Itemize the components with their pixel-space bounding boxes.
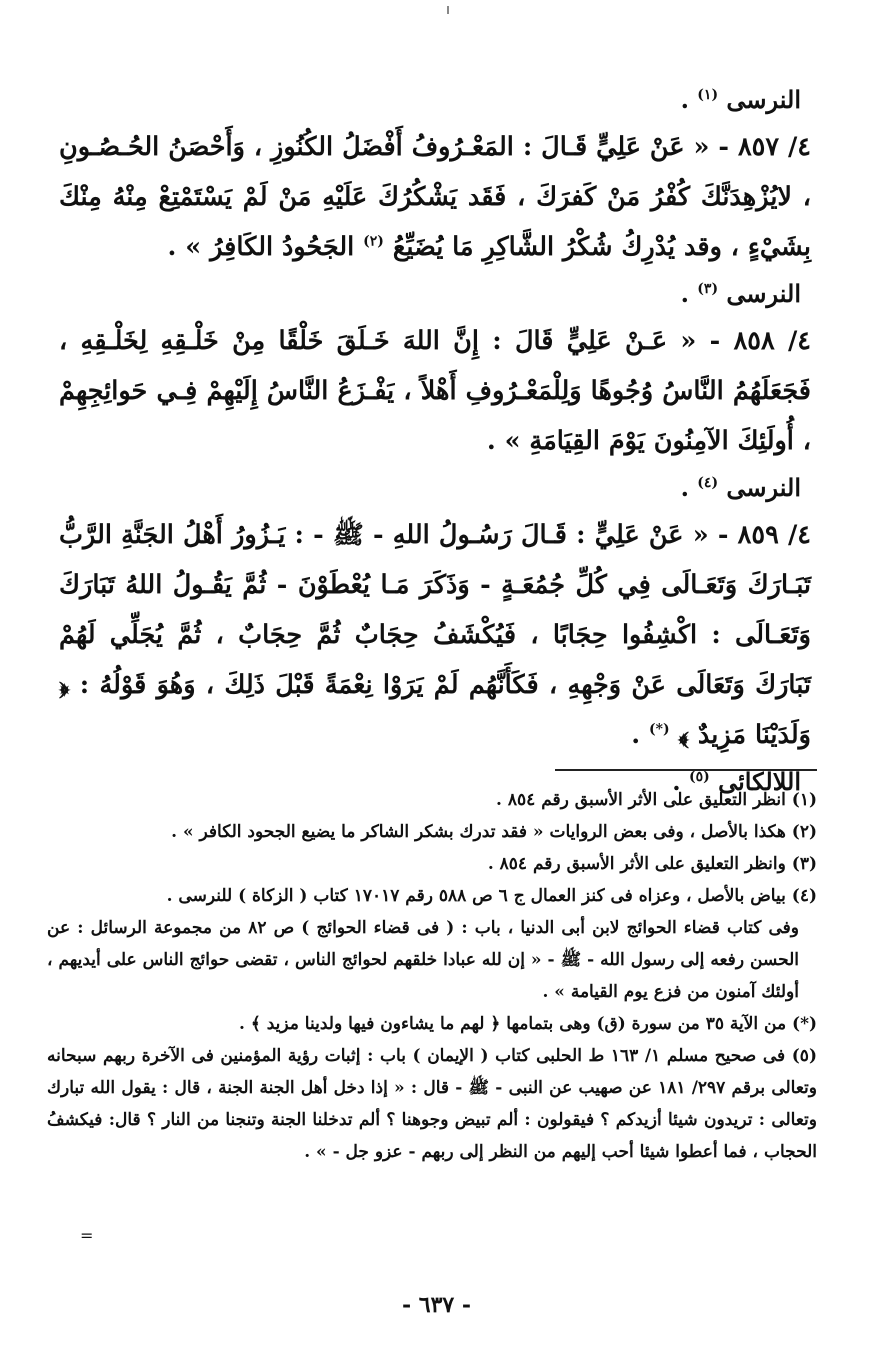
footnote-4-continuation: وفى كتاب قضاء الحوائج لابن أبى الدنيا ، باب : ( فى قضاء الحوائج ) ص ٨٢ من مجموعة الرسائل : عن الحسن رفعه إلى رسول الله - ﷺ - « إن لله عبادا خلقهم لحوائج الناس ، تقضى حوائج الناس على أيديهم ، أولئك آمنون من فزع يوم القيامة » . [47,918,799,1002]
footnote-3: (٣) وانظر التعليق على الأثر الأسبق رقم ٨٥٤ . [487,854,817,874]
footnote-2: (٢) هكذا بالأصل ، وفى بعض الروايات « فقد تدرك بشكر الشاكر ما يضيع الجحود الكافر » . [171,822,817,842]
page-number: - ٦٣٧ - [401,1292,472,1318]
main-text [59,78,811,804]
source-name: النرسى [726,473,801,502]
hadith-858 [59,316,811,466]
hadith-number: ٤/ ٨٥٧ - [718,132,811,162]
hadith-text: « عَنْ عَلِيٍّ : قَـالَ رَسُـولُ اللهِ - ﷺ - : يَـزُورُ أَهْلُ الجَنَّةِ الرَّبُّ تَبَـارَكَ وَتَعَـالَى فِي كُلِّ جُمُعَـةٍ - وَذَكَرَ مَـا يُعْطَوْنَ - ثُمَّ يَقُـولُ اللهُ تَبَارَكَ وَتَعَـالَى : اكْشِفُوا حِجَابًا ، فَيُكْشَفُ حِجَابٌ ثُمَّ حِجَابٌ ، ثُمَّ يُجَلِّي لَهُمْ تَبَارَكَ وَتَعَالَى عَنْ وَجْهِهِ ، فَكَأَنَّهُم لَمْ يَرَوْا نِعْمَةً قَبْلَ ذَلِكَ ، وَهُوَ قَوْلُهُ : ﴿ وَلَدَيْنَا مَزِيدٌ ﴾ [59,520,811,750]
hadith-857 [59,122,811,272]
hadith-859: ٤/ ٨٥٩ - « عَنْ عَلِيٍّ : قَـالَ رَسُـولُ اللهِ - ﷺ - : يَـزُورُ أَهْلُ الجَنَّةِ الرَّبُّ تَبَـارَكَ وَتَعَـالَى فِي كُلِّ جُمُعَـةٍ - وَذَكَرَ مَـا يُعْطَوْنَ - ثُمَّ يَقُـولُ اللهُ تَبَارَكَ وَتَعَـالَى : اكْشِفُوا حِجَابًا ، فَيُكْشَفُ حِجَابٌ ثُمَّ حِجَابٌ ، ثُمَّ يُجَلِّي لَهُمْ تَبَارَكَ وَتَعَالَى عَنْ وَجْهِهِ ، فَكَأَنَّهُم لَمْ يَرَوْا نِعْمَةً قَبْلَ ذَلِكَ ، وَهُوَ قَوْلُهُ : ﴿ وَلَدَيْنَا مَزِيدٌ ﴾ (*) . [59,520,811,750]
footnotes [47,784,817,1168]
footnote-4: (٤) بياض بالأصل ، وعزاه فى كنز العمال ج ٦ ص ٥٨٨ رقم ١٧٠١٧ كتاب ( الزكاة ) للنرسى . [166,886,817,906]
footnote-star: (*) من الآية ٣٥ من سورة (ق) وهى بتمامها ﴿ لهم ما يشاءون فيها ولدينا مزيد ﴾ . [239,1014,817,1034]
scan-mark [447,6,449,14]
source-name: النرسى [726,85,801,114]
footnote-divider [555,769,817,771]
footnote-ref: (*) [649,721,670,738]
source-line: اللالكائى $^{(٥)}$ . [672,767,801,796]
footnote-ref: (٥) [688,769,710,785]
hadith-text: « عَـنْ عَلِيٍّ قَالَ : إِنَّ اللهَ خَـلَقَ خَلْقًا مِنْ خَلْـقِهِ لِخَلْـقِهِ ، فَجَعَلَهُمُ النَّاسُ وُجُوهًا وَلِلْمَعْـرُوفِ أَهْلاً ، يَفْـزَعُ النَّاسُ إِلَيْهِمْ فِـي حَوائِجِهِمْ ، أُولَئِكَ الآمِنُونَ يَوْمَ القِيَامَةِ » . [59,326,811,456]
hadith-text-end: الجَحُودُ الكَافِرُ » . [167,232,355,262]
footnote-ref: (٣) [697,281,719,297]
source-line: النرسى $^{(٤)}$ . [680,473,801,502]
footnote-1: (١) انظر التعليق على الأثر الأسبق رقم ٨٥٤ . [496,790,817,810]
continuation-mark: = [80,1226,94,1245]
hadith-number: ٤/ ٨٥٩ - [717,520,811,550]
source-name: اللالكائى [718,767,801,796]
footnote-ref: (٢) [363,233,384,250]
hadith-text: « عَنْ عَلِيٍّ قَـالَ : المَعْـرُوفُ أَفْضَلُ الكُنُوزِ ، وَأَحْصَنُ الحُـصُـونِ ، لايُزْهِدَنَّكَ كُفْرُ مَنْ كَفرَكَ ، فَقَد يَشْكُرُكَ عَلَيْهِ مَنْ لَمْ يَسْتَمْتِعْ مِنْهُ مِنْكَ بِشَيْءٍ ، وقد يُدْرِكُ شُكْرُ الشَّاكِرِ مَا يُضَيِّعُ [59,132,811,262]
hadith-number: ٤/ ٨٥٨ - [709,326,811,356]
source-name: النرسى [726,279,801,308]
footnote-ref: (٤) [697,475,719,491]
footnote-ref: (١) [697,87,719,103]
footnote-5: (٥) فى صحيح مسلم ١/ ١٦٣ ط الحلبى كتاب ( الإيمان ) باب : إثبات رؤية المؤمنين فى الآخرة ربهم سبحانه وتعالى برقم ٢٩٧/ ١٨١ عن صهيب عن النبى - ﷺ - قال : « إذا دخل أهل الجنة الجنة ، قال : يقول الله تبارك وتعالى : تريدون شيئا أزيدكم ؟ فيقولون : ألم تبيض وجوهنا ؟ ألم تدخلنا الجنة وتنجنا من النار ؟ قال: فيكشفُ الحجاب ، فما أعطوا شيئا أحب إليهم من النظر إلى ربهم - عزو جل - » . [47,1046,817,1162]
source-line: النرسى $^{(٣)}$ . [680,279,801,308]
source-line: النرسى $^{(١)}$ . [680,85,801,114]
